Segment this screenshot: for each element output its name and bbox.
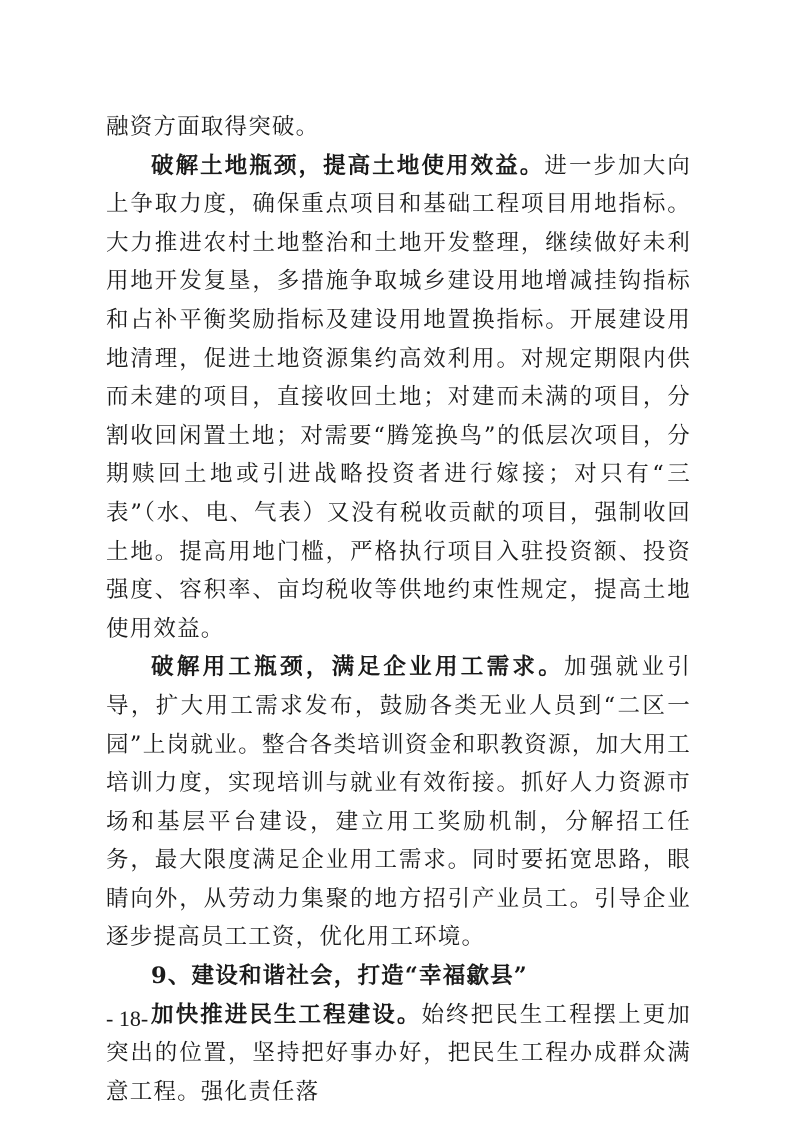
- paragraph-body: 进一步加大向上争取力度，确保重点项目和基础工程项目用地指标。大力推进农村土地整治和土地开发整理，继续做好未利用地开发复垦，多措施争取城乡建设用地增减挂钩指标和占补平衡奖励指标及建设用地置换指标。开展建设用地清理，促进土地资源集约高效利用。对规定期限内供而未建的项目，直接收回土地；对建而未满的项目，分割收回闲置土地；对需要“腾笼换鸟”的低层次项目，分期赎回土地或引进战略投资者进行嫁接；对只有“三表”（水、电、气表）又没有税收贡献的项目，强制收回土地。提高用地门槛，严格执行项目入驻投资额、投资强度、容积率、亩均税收等供地约束性规定，提高土地使用效益。: [106, 152, 692, 642]
- paragraph-body: 融资方面取得突破。: [106, 114, 320, 140]
- paragraph-labor: [106, 648, 691, 957]
- paragraph-lead: 破解用工瓶颈，满足企业用工需求。: [151, 654, 565, 681]
- paragraph-lead: 破解土地瓶颈，提高土地使用效益。: [151, 152, 545, 179]
- page-number: - 18-: [106, 1006, 149, 1031]
- section-heading: 9、建设和谐社会，打造“幸福歙县”: [151, 963, 528, 990]
- document-page: [106, 108, 691, 1111]
- paragraph-body: 加强就业引导，扩大用工需求发布，鼓励各类无业人员到“二区一园”上岗就业。整合各类培训资金和职教资源，加大用工培训力度，实现培训与就业有效衔接。抓好人力资源市场和基层平台建设，建立用工奖励机制，分解招工任务，最大限度满足企业用工需求。同时要拓宽思路，眼睛向外，从劳动力集聚的地方招引产业员工。引导企业逐步提高员工工资，优化用工环境。: [106, 654, 691, 951]
- paragraph-lead: 加快推进民生工程建设。: [151, 1001, 422, 1028]
- paragraph-continuation: [106, 108, 691, 147]
- paragraph-livelihood: [106, 996, 691, 1112]
- paragraph-body: 始终把民生工程摆上更加突出的位置，坚持把好事办好，把民生工程办成群众满意工程。强化责任落: [106, 1001, 692, 1105]
- paragraph-land: [106, 147, 691, 649]
